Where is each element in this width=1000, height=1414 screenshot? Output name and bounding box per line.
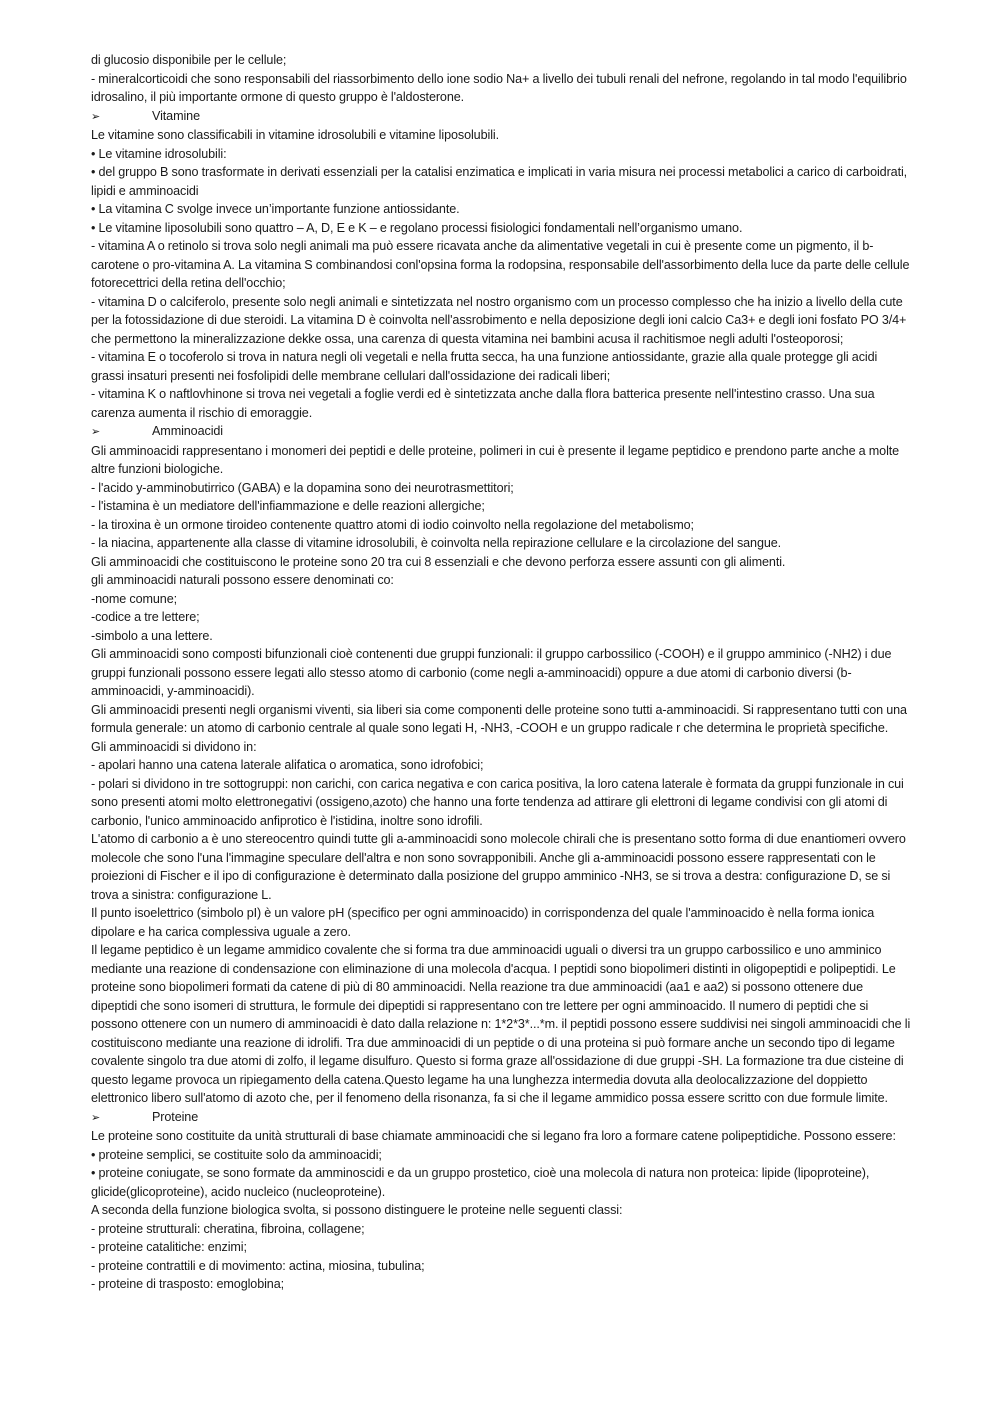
- paragraph: • proteine semplici, se costituite solo da amminoacidi;: [91, 1147, 382, 1162]
- paragraph: A seconda della funzione biologica svolta, si possono distinguere le proteine nelle seguenti classi:: [91, 1203, 623, 1217]
- section-title: Proteine: [152, 1109, 199, 1124]
- paragraph: - vitamina E o tocoferolo si trova in natura negli oli vegetali e nella frutta secca, ha una funzione antiossidante, grazie alla quale protegge gli acidi grassi insaturi presenti nei fosfolipidi delle membrane cellulari dall'ossidazione dei radicali liberi;: [91, 350, 878, 383]
- paragraph: - proteine strutturali: cheratina, fibroina, collagene;: [91, 1221, 365, 1236]
- paragraph: Gli amminoacidi rappresentano i monomeri dei peptidi e delle proteine, polimeri in cui è presente il legame peptidico e prendono parte anche a molte altre funzioni biologiche.: [91, 443, 900, 476]
- paragraph: - la niacina, appartenente alla classe di vitamine idrosolubili, è coinvolta nella repirazione cellulare e la circolazione del sangue.: [91, 536, 782, 550]
- paragraph: Le proteine sono costituite da unità strutturali di base chiamate amminoacidi che si legano fra loro a formare catene polipeptidiche. Possono essere:: [91, 1129, 896, 1143]
- paragraph: Gli amminoacidi che costituiscono le proteine sono 20 tra cui 8 essenziali e che devono perforza essere assunti con gli alimenti.: [91, 554, 786, 569]
- section-title: Vitamine: [152, 108, 200, 123]
- paragraph: - la tiroxina è un ormone tiroideo contenente quattro atomi di iodio coinvolto nella regolazione del metabolismo;: [91, 517, 694, 532]
- section-heading-vitamine: [91, 107, 911, 127]
- paragraph: • La vitamina C svolge invece un’importante funzione antiossidante.: [91, 202, 460, 216]
- paragraph: - l'acido y-amminobutirrico (GABA) e la dopamina sono dei neurotrasmettitori;: [91, 480, 514, 495]
- paragraph: • Le vitamine idrosolubili:: [91, 146, 227, 161]
- arrow-bullet-icon: ➢: [91, 110, 101, 123]
- paragraph: Gli amminoacidi si dividono in:: [91, 739, 257, 754]
- paragraph: Il punto isoelettrico (simbolo pI) è un valore pH (specifico per ogni amminoacido) in corrispondenza del quale l'amminoacido è nella forma ionica dipolare e ha carica complessiva uguale a zero.: [91, 906, 875, 939]
- paragraph: - l'istamina è un mediatore dell'infiammazione e delle reazioni allergiche;: [91, 499, 485, 513]
- paragraph: - proteine catalitiche: enzimi;: [91, 1240, 247, 1254]
- section-heading-amminoacidi: [91, 422, 911, 442]
- paragraph: Gli amminoacidi presenti negli organismi viventi, sia liberi sia come componenti delle proteine sono tutti a-amminoacidi. Si rappresentano tutti con una formula generale: un atomo di carbonio centrale al quale sono legati H, -NH3, -COOH e un gruppo radicale r che determina le proprietà specifiche.: [91, 702, 907, 735]
- paragraph: Gli amminoacidi sono composti bifunzionali cioè contenenti due gruppi funzionali: il gruppo carbossilico (-COOH) e il gruppo amminico (-NH2) i due gruppi funzionali possono essere legati allo stesso atomo di carbonio (come negli a-amminoacidi) oppure a due atomi di carbonio diversi (b-amminoacidi, y-amminoacidi).: [91, 647, 892, 698]
- paragraph: - vitamina K o naftlovhinone si trova nei vegetali a foglie verdi ed è sintetizzata anche dalla flora batterica presente nell'intestino crasso. Una sua carenza aumenta il rischio di emoraggie.: [91, 387, 875, 420]
- arrow-bullet-icon: ➢: [91, 426, 101, 438]
- paragraph: Le vitamine sono classificabili in vitamine idrosolubili e vitamine liposolubili.: [91, 128, 499, 142]
- paragraph: - polari si dividono in tre sottogruppi: non carichi, con carica negativa e con carica positiva, la loro catena laterale è formata da gruppi funzionale in cui sono presenti atomi molto elettronegativi (ossigeno,azoto) che hanno una forte tendenza ad attirare gli elettroni di legame condivisi con gli atomi di carbonio, l'unico amminoacido anfiprotico è l'istidina, inoltre sono idrofili.: [91, 776, 904, 828]
- paragraph: - apolari hanno una catena laterale alifatica o aromatica, sono idrofobici;: [91, 758, 484, 772]
- paragraph: • proteine coniugate, se sono formate da amminoscidi e da un gruppo prostetico, cioè una molecola di natura non proteica: lipide (lipoproteine), glicide(glicoproteine), acido nucleico (nucleoproteine).: [91, 1166, 870, 1199]
- paragraph: Il legame peptidico è un legame ammidico covalente che si forma tra due amminoacidi uguali o diversi tra un gruppo carbossilico e uno amminico mediante una reazione di condensazione con eliminazione di una molecola d'acqua. I peptidi sono biopolimeri distinti in oligopeptidi e polipeptidi. Le proteine sono biopolimeri formati da catene di più di 80 amminoacidi. Nella reazione tra due amminoacidi (aa1 e aa2) si possono ottenere due dipeptidi che sono isomeri di struttura, le formule dei dipeptidi si rappresentano con tre lettere per ogni amminoacido. Il numero di peptidi che si possono ottenere con un numero di amminoacidi è dato dalla relazione n: 1*2*3*...*m. il peptidi possono essere suddivisi nei singoli amminoacidi che li costituiscono mediante una reazione di idrolifi. Tra due amminoacidi di un peptide o di una proteina si può formare anche un secondo tipo di legame covalente singolo tra due atomi di zolfo, il legame disulfuro. Questo si forma graze all'ossidazione di due gruppi -SH. La formazione tra due cisteine di questo legame provoca un ripiegamento della catena.Questo legame ha una lunghezza intermedia dovuta alla deolocalizzazione del doppietto elettronico libero sull'atomo di azoto che, per il fenomeno della risonanza, fa si che il legame ammidico possa essere scritto con due formule limite.: [91, 943, 911, 1105]
- section-heading-proteine: [91, 1108, 911, 1128]
- paragraph: - proteine contrattili e di movimento: actina, miosina, tubulina;: [91, 1258, 425, 1273]
- paragraph: • Le vitamine liposolubili sono quattro – A, D, E e K – e regolano processi fisiologici fondamentali nell’organismo umano.: [91, 220, 743, 235]
- paragraph: -nome comune;: [91, 591, 177, 606]
- paragraph: - vitamina A o retinolo si trova solo negli animali ma può essere ricavata anche da alimentative vegetali in cui è presente come un pigmento, il b-carotene o pro-vitamina A. La vitamina S combinandosi conl'opsina forma la rodopsina, responsabile dell'assorbimento della luce da parte delle cellule fotorecettrici della retina dell'occhio;: [91, 239, 910, 290]
- paragraph: - proteine di trasposto: emoglobina;: [91, 1277, 285, 1291]
- paragraph: - mineralcorticoidi che sono responsabili del riassorbimento dello ione sodio Na+ a livello dei tubuli renali del nefrone, regolando in tal modo l'equilibrio idrosalino, il più importante ormone di questo gruppo è l'aldosterone.: [91, 71, 907, 104]
- arrow-bullet-icon: ➢: [91, 1111, 101, 1124]
- document-page: [91, 51, 911, 1294]
- section-title: Amminoacidi: [152, 424, 223, 438]
- paragraph: L'atomo di carbonio a è uno stereocentro quindi tutte gli a-amminoacidi sono molecole chirali che is presentano sotto forma di due enantiomeri ovvero molecole che sono l'una l'immagine speculare dell'altra e non sono sovrapponibili. Anche gli a-amminoacidi possono essere rappresentati con le proiezioni di Fischer e il ipo di configurazione è determinato dalla posizione del gruppo amminico -NH3, se si trova a destra: configurazione D, se si trova a sinistra: configurazione L.: [91, 832, 906, 902]
- paragraph: gli amminoacidi naturali possono essere denominati co:: [91, 573, 394, 587]
- paragraph: di glucosio disponibile per le cellule;: [91, 53, 287, 67]
- paragraph: - vitamina D o calciferolo, presente solo negli animali e sintetizzata nel nostro organismo com un processo complesso che ha inizio a livello della cute per la fotossidazione di due steroidi. La vitamina D è coinvolta nell'assrobimento e nella deposizione degli ioni calcio Ca3+ e degli ioni fosfato PO 3/4+ che permettono la mineralizzazione dekke ossa, una carenza di questa vitamina nei bambini acusa il rachitismoe negli adulti l'osteoporosi;: [91, 294, 907, 346]
- paragraph: -codice a tre lettere;: [91, 610, 200, 624]
- paragraph: -simbolo a una lettere.: [91, 628, 213, 643]
- paragraph: • del gruppo B sono trasformate in derivati essenziali per la catalisi enzimatica e implicati in varia misura nei processi metabolici a carico di carboidrati, lipidi e amminoacidi: [91, 165, 908, 198]
